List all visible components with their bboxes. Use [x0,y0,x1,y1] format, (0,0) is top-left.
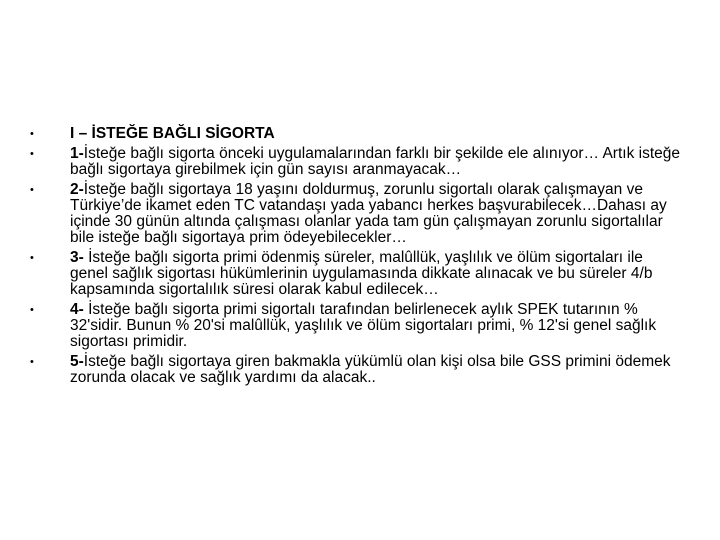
bullet-list [30,126,680,386]
bullet-icon: • [30,184,34,196]
bullet-icon: • [30,356,34,368]
list-item [30,302,680,350]
item-number: 2- [70,181,84,198]
list-item [30,126,680,142]
item-number: 3- [70,249,84,266]
list-item [30,354,680,386]
item-text: İsteğe bağlı sigorta önceki uygulamalarından farklı bir şekilde ele alınıyor… Artık isteğe bağlı sigortaya girebilmek için gün sayısı aranmayacak… [70,145,680,178]
item-text: İsteğe bağlı sigorta primi ödenmiş süreler, malûllük, yaşlılık ve ölüm sigortaları ile genel sağlık sigortası hükümlerinin uygulamasında dikkate alınacak ve bu süreler 4/b kapsamında sigortalılık süresi olarak kabul edilecek… [70,249,653,298]
item-text: İsteğe bağlı sigorta primi sigortalı tarafından belirlenecek aylık SPEK tutarının % 32'sidir. Bunun % 20'si malûllük, yaşlılık ve ölüm sigortaları primi, % 12'si genel sağlık sigortası primidir. [70,301,657,350]
item-number: 1- [70,145,84,162]
item-number: 5- [70,353,84,370]
list-item [30,146,680,178]
item-text: İsteğe bağlı sigortaya 18 yaşını doldurmuş, zorunlu sigortalı olarak çalışmayan ve Türkiye’de ikamet eden TC vatandaşı yada yabancı herkes başvurabilecek…Dahası ay içinde 30 günün altında çalışması olanlar yada tam gün çalışmayan zorunlu sigortalılar bile isteğe bağlı sigortaya prim ödeyebilecekler… [70,181,667,246]
item-number: 4- [70,301,84,318]
bullet-icon: • [30,252,34,264]
bullet-icon: • [30,148,34,160]
section-title: I – İSTEĞE BAĞLI SİGORTA [70,125,275,142]
list-item [30,182,680,246]
list-item [30,250,680,298]
item-text: İsteğe bağlı sigortaya giren bakmakla yükümlü olan kişi olsa bile GSS primini ödemek zorunda olacak ve sağlık yardımı da alacak.. [70,353,671,386]
bullet-icon: • [30,128,34,140]
bullet-icon: • [30,304,34,316]
